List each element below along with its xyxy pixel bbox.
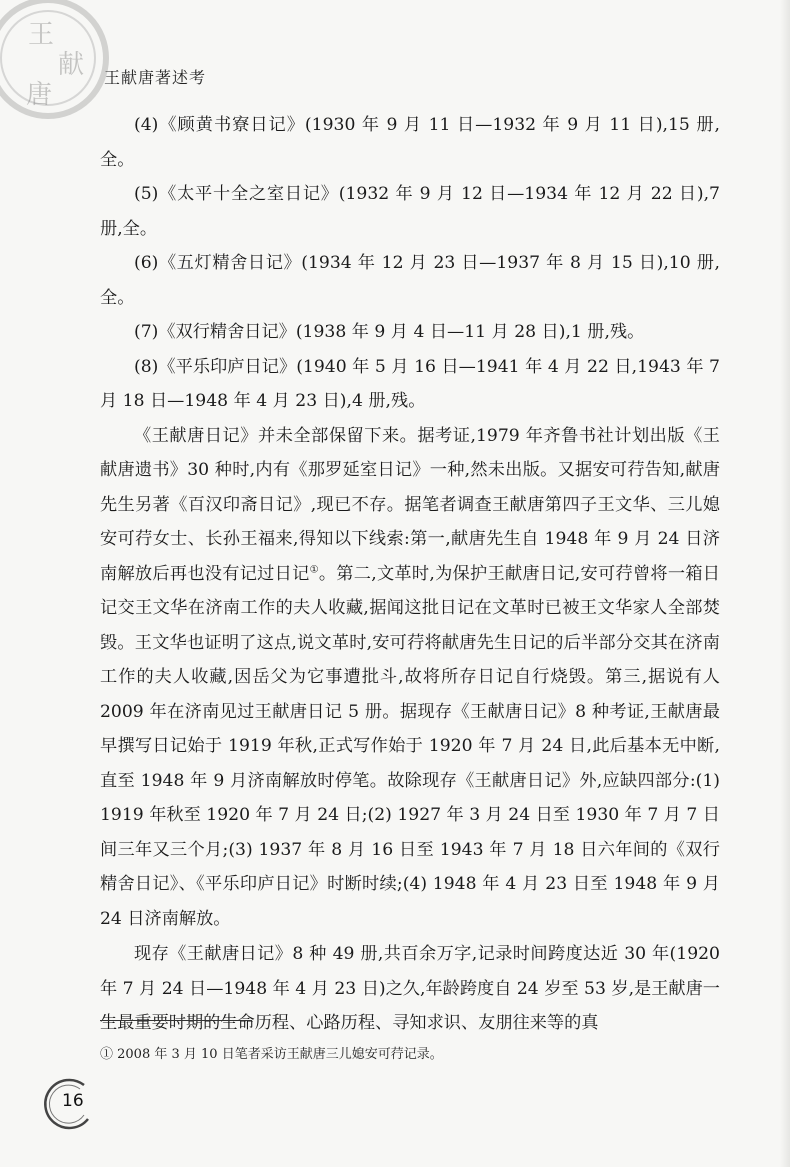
running-head-title: 王献唐著述考 xyxy=(104,68,207,87)
seal-char: 王 xyxy=(28,20,55,50)
diary-entry: (4)《顾黄书寮日记》(1930 年 9 月 11 日—1932 年 9 月 11 日),15 册,全。 xyxy=(100,115,720,170)
diary-entry: (7)《双行精舍日记》(1938 年 9 月 4 日—11 月 28 日),1 册,残。 xyxy=(134,322,645,342)
diary-entry: (8)《平乐印庐日记》(1940 年 5 月 16 日—1941 年 4 月 22 日,1943 年 7 月 18 日—1948 年 4 月 23 日),4 册,残。 xyxy=(100,356,720,411)
body-text xyxy=(100,108,720,1041)
seal-char: 唐 xyxy=(26,80,53,110)
paragraph-text: 《王献唐日记》并未全部保留下来。据考证,1979 年齐鲁书社计划出版《王献唐遗书》30 种时,内有《那罗延室日记》一种,然未出版。又据安可荇告知,献唐先生另著《百汉印斋日记》,现已不存。据笔者调查王献唐第四子王文华、三儿媳安可荇女士、长孙王福来,得知以下线索:第一,献唐先生自 1948 年 9 月 24 日济南解放后再也没有记过日记 xyxy=(100,425,720,584)
diary-entry: (6)《五灯精舍日记》(1934 年 12 月 23 日—1937 年 8 月 15 日),10 册,全。 xyxy=(100,253,720,308)
footnote-marker: ① xyxy=(309,563,319,575)
paragraph-text: 。第二,文革时,为保护王献唐日记,安可荇曾将一箱日记交王文华在济南工作的夫人收藏,据闻这批日记在文革时已被王文华家人全部焚毁。王文华也证明了这点,说文革时,安可荇将献唐先生日记的后半部分交其在济南工作的夫人收藏,因岳父为它事遭批斗,故将所存日记自行烧毁。第三,据说有人 2009 年在济南见过王献唐日记 5 册。据现存《王献唐日记》8 种考证,王献唐最早撰写日记始于 1919 年秋,正式写作始于 1920 年 7 月 24 日,此后基本无中断,直至 1948 年 9 月济南解放时停笔。故除现存《王献唐日记》外,应缺四部分:(1) 1919 年秋至 1920 年 7 月 24 日;(2) 1927 年 3 月 24 日至 1930 年 7 月 7 日间三年又三个月;(3) 1937 年 8 月 16 日至 1943 年 7 月 18 日六年间的《双行精舍日记》、《平乐印庐日记》时断时续;(4) 1948 年 4 月 23 日至 1948 年 9 月 24 日济南解放。 xyxy=(100,563,720,929)
footnote: ① 2008 年 3 月 10 日笔者采访王献唐三儿媳安可荇记录。 xyxy=(100,1047,443,1062)
diary-entry: (5)《太平十全之室日记》(1932 年 9 月 12 日—1934 年 12 月 22 日),7 册,全。 xyxy=(100,184,720,239)
body-paragraph xyxy=(100,419,720,937)
page-number-badge xyxy=(40,1075,100,1135)
body-paragraph: 现存《王献唐日记》8 种 49 册,共百余万字,记录时间跨度达近 30 年(1920 年 7 月 24 日—1948 年 4 月 23 日)之久,年龄跨度自 24 岁至 53 岁,是王献唐一生最重要时期的生命历程、心路历程、寻知求识、友朋往来等的真 xyxy=(100,944,720,1033)
seal-char: 献 xyxy=(58,50,85,80)
page-edge-shadow xyxy=(780,0,790,1167)
page-number: 16 xyxy=(62,1091,84,1111)
footnote-divider xyxy=(100,1020,252,1021)
